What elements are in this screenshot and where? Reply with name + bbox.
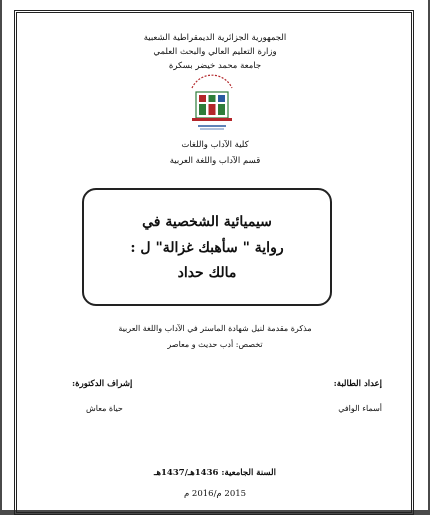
student-name: أسماء الوافي	[338, 404, 382, 413]
academic-year-gregorian: 2015 م/2016 م	[183, 489, 247, 499]
academic-year-hijri: السنة الجامعية: 1436هـ/1437هـ	[154, 468, 276, 478]
supervisor-label: إشراف الدكتورة:	[72, 379, 133, 389]
document-page	[2, 0, 428, 510]
university-logo	[182, 74, 242, 134]
student-label: إعداد الطالبة:	[333, 379, 382, 389]
title-line-1: سيميائية الشخصية في	[142, 214, 272, 230]
title-line-2: رواية " سأهبك غزالة" ل :	[130, 240, 284, 256]
supervisor-name: حياة معاش	[86, 404, 123, 413]
department-name: قسم الآداب واللغة العربية	[169, 156, 261, 166]
republic-header: الجمهورية الجزائرية الديمقراطية الشعبية	[143, 33, 287, 43]
faculty-name: كلية الآداب واللغات	[181, 140, 249, 150]
title-line-3: مالك حداد	[177, 265, 237, 281]
memo-description: مذكرة مقدمة لنيل شهادة الماستر في الآداب واللغة العربية	[118, 324, 312, 333]
title-box	[82, 188, 332, 306]
specialization: تخصص: أدب حديث و معاصر	[167, 340, 263, 349]
university-header: جامعة محمد خيضر بسكرة	[168, 61, 262, 71]
ministry-header: وزارة التعليم العالي والبحث العلمي	[153, 47, 277, 57]
